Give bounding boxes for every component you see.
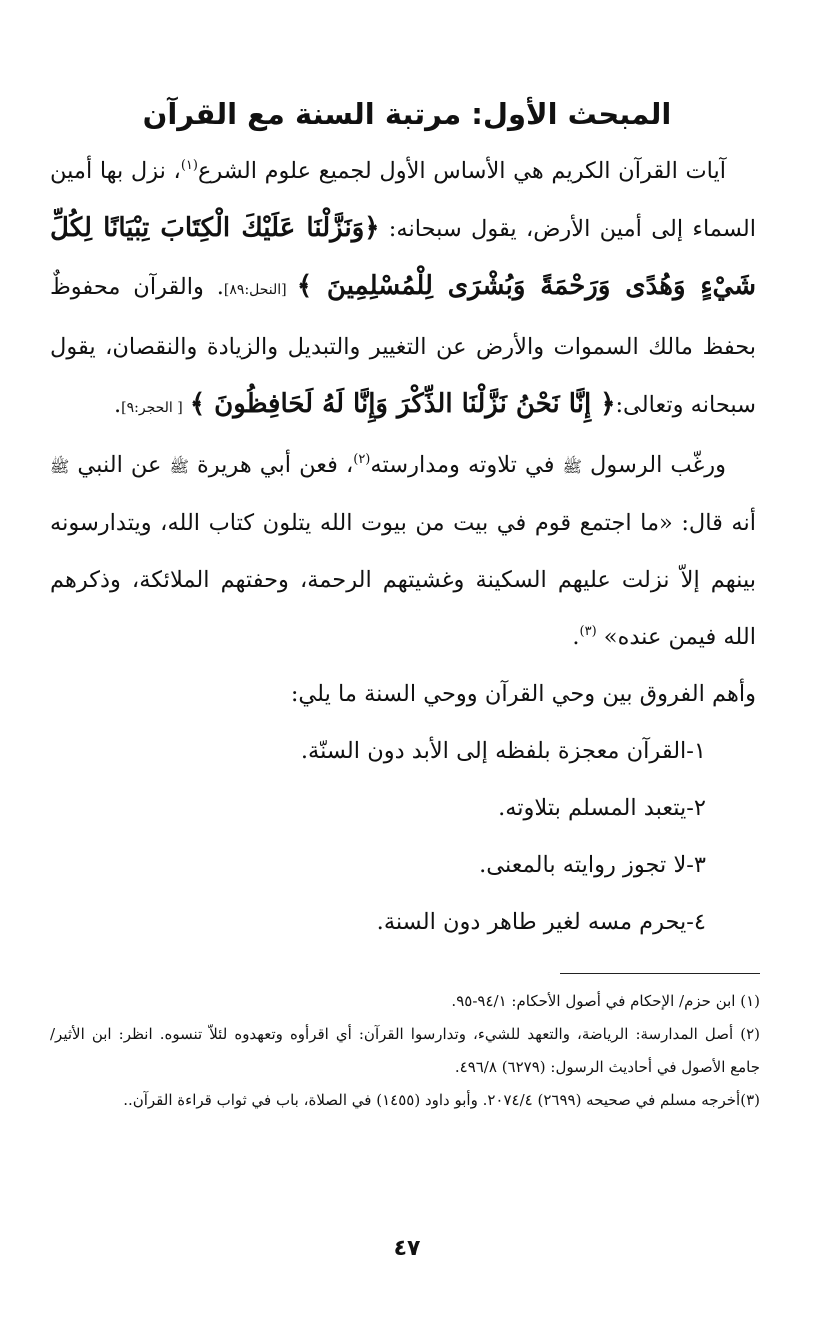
paragraph-hadith bbox=[50, 437, 756, 666]
paragraph-text: أنه قال: «ما اجتمع قوم في بيت من بيوت الله يتلون كتاب الله، ويتدارسونه بينهم إلاّ نزلت عليهم السكينة وغشيتهم الرحمة، وحفتهم الملائكة، وذكرهم الله فيمن عنده» bbox=[50, 510, 756, 650]
quran-verse: ﴿وَنَزَّلْنَا عَلَيْكَ الْكِتَابَ تِبْيَانًا لِكُلِّ شَيْءٍ وَهُدًى وَرَحْمَةً وَبُشْرَى لِلْمُسْلِمِينَ ﴾ bbox=[50, 213, 756, 301]
quran-verse: ﴿ إِنَّا نَحْنُ نَزَّلْنَا الذِّكْرَ وَإِنَّا لَهُ لَحَافِظُونَ ﴾ bbox=[189, 389, 616, 419]
footnote: (٣)أخرجه مسلم في صحيحه (٢٦٩٩) ٢٠٧٤/٤. وأبو داود (١٤٥٥) في الصلاة، باب في ثواب قراءة القرآن.. bbox=[123, 1091, 760, 1109]
paragraph-text: . bbox=[572, 624, 580, 650]
list-item: ٣-لا تجوز روايته بالمعنى. bbox=[479, 852, 706, 878]
salutation-glyph: ﷺ bbox=[169, 457, 189, 476]
footnote-marker: (٢) bbox=[353, 452, 371, 467]
paragraph-quran-foundation bbox=[50, 143, 756, 437]
footnote: (٢) أصل المدارسة: الرياضة، والتعهد للشيء، وتدارسوا القرآن: أي اقرأوه وتعهدوه لئلاّ تنسوه. انظر: ابن الأثير/ جامع الأصول في أحاديث الرسول: (٦٢٧٩) ٤٩٦/٨. bbox=[50, 1025, 760, 1076]
verse-reference: [ الحجر:٩] bbox=[121, 400, 183, 416]
footnotes bbox=[50, 985, 760, 1117]
page-number: ٤٧ bbox=[393, 1236, 421, 1261]
page-title: المبحث الأول: مرتبة السنة مع القرآن bbox=[142, 97, 672, 132]
differences-list bbox=[50, 723, 756, 951]
paragraph-text: . والقرآن محفوظٌ بحفظ مالك السموات والأرض عن التغيير والتبديل والزيادة والنقصان، يقول سبحانه وتعالى: bbox=[50, 274, 756, 418]
paragraph-text: . bbox=[113, 392, 122, 418]
paragraph-text: في تلاوته ومدارسته bbox=[370, 452, 563, 478]
paragraph-text: ورغّب الرسول bbox=[581, 452, 726, 478]
paragraph-text: عن النبي bbox=[69, 452, 170, 478]
paragraph-text: ، نزل بها أمين السماء إلى أمين الأرض، يقول سبحانه: bbox=[50, 158, 756, 242]
list-intro: وأهم الفروق بين وحي القرآن ووحي السنة ما يلي: bbox=[290, 681, 756, 707]
salutation-glyph: ﷺ bbox=[50, 457, 70, 476]
main-text bbox=[50, 143, 756, 951]
list-item: ٤-يحرم مسه لغير طاهر دون السنة. bbox=[376, 909, 706, 935]
list-item: ١-القرآن معجزة بلفظه إلى الأبد دون السنّة. bbox=[300, 738, 706, 764]
footnote: (١) ابن حزم/ الإحكام في أصول الأحكام: ٩٤/١-٩٥. bbox=[451, 992, 760, 1010]
paragraph-text: آيات القرآن الكريم هي الأساس الأول لجميع علوم الشرع bbox=[197, 158, 727, 184]
paragraph-text: ، فعن أبي هريرة bbox=[188, 452, 354, 478]
footnote-separator bbox=[560, 973, 760, 974]
verse-reference: [النحل:٨٩] bbox=[223, 282, 297, 298]
list-item: ٢-يتعبد المسلم بتلاوته. bbox=[498, 795, 706, 821]
salutation-glyph: ﷺ bbox=[562, 457, 582, 476]
footnote-marker: (٣) bbox=[579, 624, 597, 639]
footnote-marker: (١) bbox=[180, 158, 198, 173]
